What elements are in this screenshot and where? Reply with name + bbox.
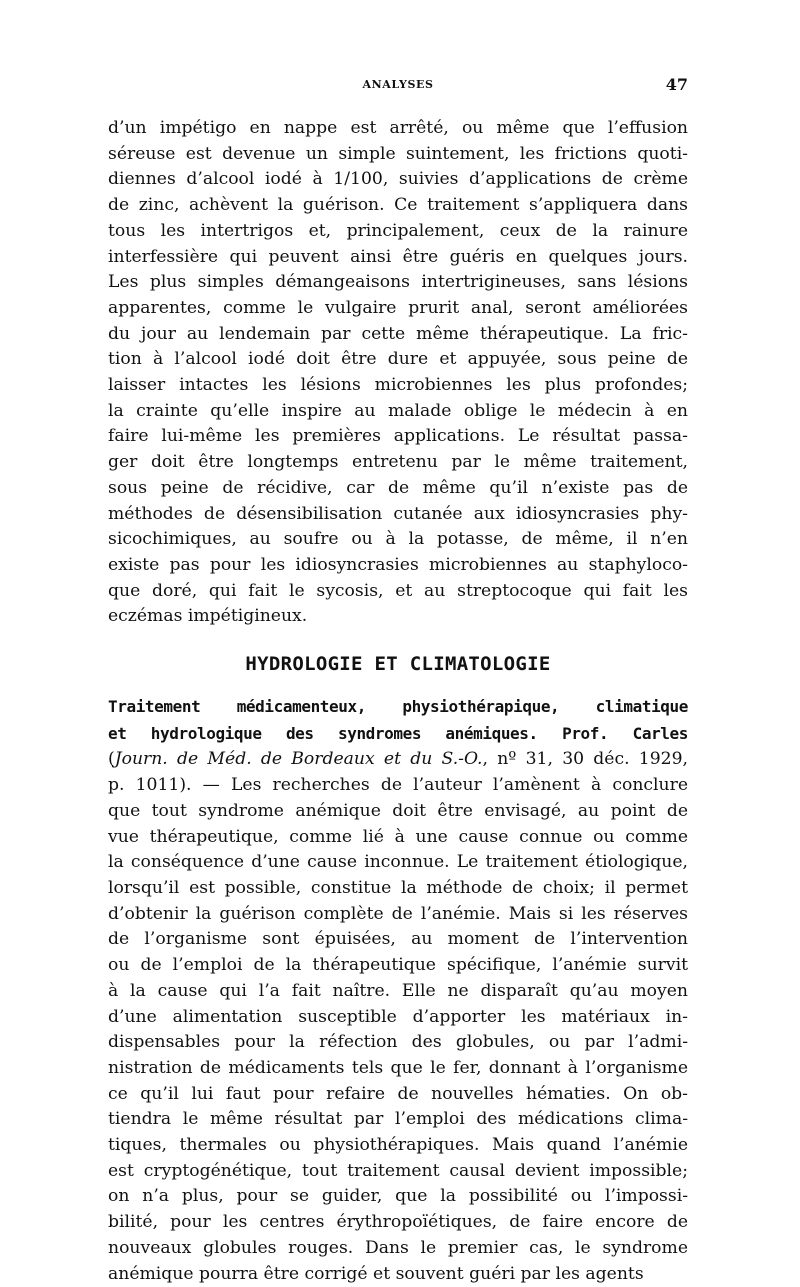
paragraph-impetigo-treatment [108, 116, 688, 630]
text-line [108, 721, 688, 748]
text-line: ger doit être longtemps entretenu par le même traitement, [108, 452, 688, 473]
text-line: diennes d’alcool iodé à 1/100, suivies d’applications de crème [108, 169, 688, 190]
text-line: séreuse est devenue un simple suintement, les frictions quoti- [108, 143, 688, 164]
text-line: sicochimiques, au soufre ou à la potasse, de même, il n’en [108, 529, 688, 550]
text-line: apparentes, comme le vulgaire prurit anal, seront améliorées [108, 297, 688, 318]
section-heading: HYDROLOGIE ET CLIMATOLOGIE [245, 653, 551, 676]
paragraph-anemic-syndromes [108, 694, 688, 1287]
text-line: nistration de médicaments tels que le fer, donnant à l’organisme [108, 1057, 688, 1078]
text-line: lorsqu’il est possible, constitue la méthode de choix; il permet [108, 877, 688, 898]
text-line: la crainte qu’elle inspire au malade oblige le médecin à en [108, 400, 688, 421]
page-number: 47 [665, 75, 688, 94]
text-line: ce qu’il lui faut pour refaire de nouvelles hématies. On ob- [108, 1083, 688, 1104]
text-line: que doré, qui fait le sycosis, et au streptocoque qui fait les [108, 580, 688, 601]
text-line: laisser intactes les lésions microbiennes les plus profondes; [108, 375, 688, 396]
text-line: à la cause qui l’a fait naître. Elle ne disparaît qu’au moyen [108, 980, 688, 1001]
text-line: tous les intertrigos et, principalement, ceux de la rainure [108, 220, 688, 241]
text-line: sous peine de récidive, car de même qu’il n’existe pas de [108, 477, 688, 498]
text-line: on n’a plus, pour se guider, que la possibilité ou l’impossi- [108, 1186, 688, 1207]
article-title-author: et hydrologique des syndromes anémiques. Prof. Carles [108, 723, 688, 743]
text-line: eczémas impétigineux. [108, 606, 308, 627]
text-line: vue thérapeutique, comme lié à une cause connue ou comme [108, 826, 688, 847]
text-line: que tout syndrome anémique doit être envisagé, au point de [108, 800, 688, 821]
text-line: anémique pourra être corrigé et souvent guéri par les agents [108, 1263, 644, 1284]
text-line: de l’organisme sont épuisées, au moment de l’intervention [108, 929, 688, 950]
text-line: faire lui-même les premières applications. Le résultat passa- [108, 426, 688, 447]
text-line: tiques, thermales ou physiothérapiques. Mais quand l’anémie [108, 1135, 688, 1156]
text-line: d’obtenir la guérison complète de l’anémie. Mais si les réserves [108, 903, 688, 924]
text-line: dispensables pour la réfection des globules, ou par l’admi- [108, 1032, 688, 1053]
text-line: méthodes de désensibilisation cutanée aux idiosyncrasies phy- [108, 503, 688, 524]
reference-details: , nº 31, 30 déc. 1929, [482, 749, 689, 770]
text-line: interfessière qui peuvent ainsi être guéris en quelques jours. [108, 246, 688, 267]
text-line: tiendra le même résultat par l’emploi des médications clima- [108, 1109, 688, 1130]
text-line: bilité, pour les centres érythropoïétiques, de faire encore de [108, 1212, 688, 1233]
text-line: d’une alimentation susceptible d’apporter les matériaux in- [108, 1006, 688, 1027]
running-title: ANALYSES [362, 78, 434, 91]
text-line: du jour au lendemain par cette même thérapeutique. La fric- [108, 323, 688, 344]
running-header [108, 75, 688, 98]
text-line [108, 694, 688, 721]
reference-open: ( [108, 749, 115, 770]
journal-name: Journ. de Méd. de Bordeaux et du S.-O. [114, 749, 483, 770]
text-line: ou de l’emploi de la thérapeutique spécifique, l’anémie survit [108, 955, 688, 976]
text-line: existe pas pour les idiosyncrasies microbiennes au staphyloco- [108, 554, 688, 575]
text-line: est cryptogénétique, tout traitement causal devient impossible; [108, 1160, 688, 1181]
text-line: tion à l’alcool iodé doit être dure et appuyée, sous peine de [108, 349, 688, 370]
text-line: d’un impétigo en nappe est arrêté, ou même que l’effusion [108, 118, 688, 138]
text-line [108, 747, 688, 773]
text-line: p. 1011). — Les recherches de l’auteur l’amènent à conclure [108, 775, 688, 796]
text-line: de zinc, achèvent la guérison. Ce traitement s’appliquera dans [108, 195, 688, 216]
article-title: Traitement médicamenteux, physiothérapique, climatique [108, 697, 688, 717]
page-body [108, 75, 689, 1287]
text-line: nouveaux globules rouges. Dans le premier cas, le syndrome [108, 1237, 688, 1258]
text-line: Les plus simples démangeaisons intertrigineuses, sans lésions [108, 272, 688, 293]
text-line: la conséquence d’une cause inconnue. Le traitement étiologique, [108, 852, 688, 873]
